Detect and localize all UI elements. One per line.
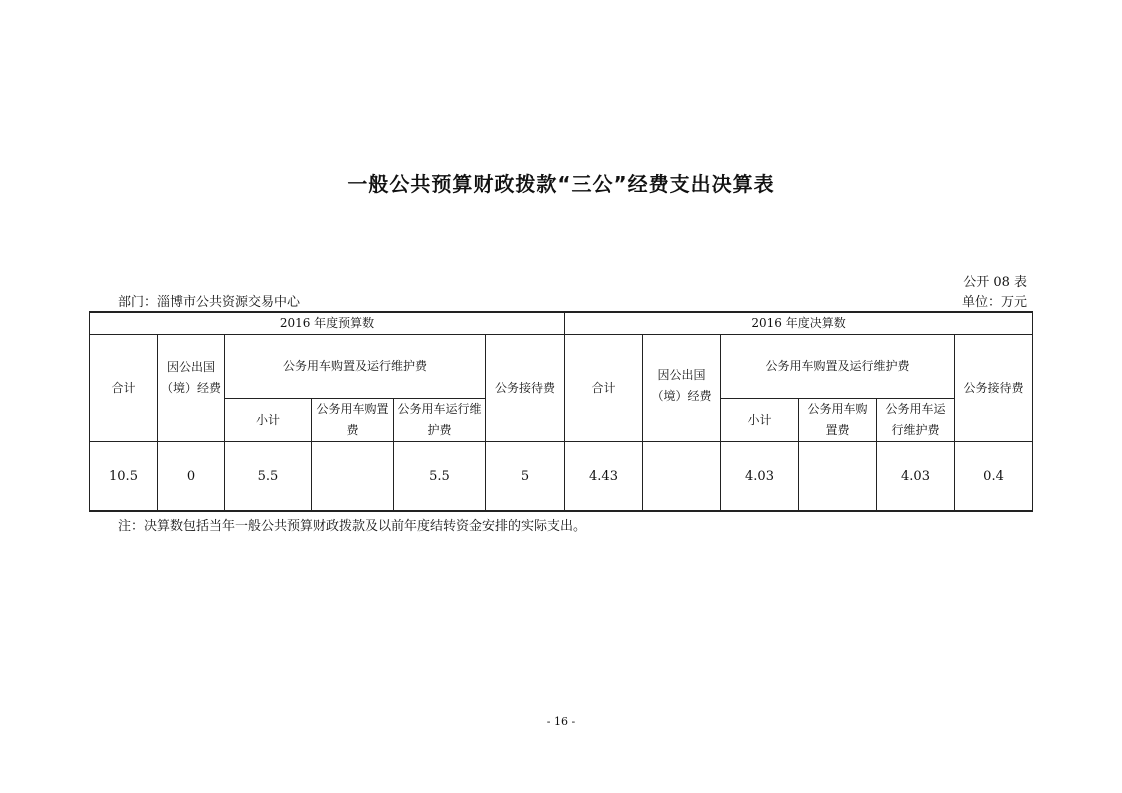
page-title: 一般公共预算财政拨款“三公”经费支出决算表 — [347, 172, 775, 196]
column-header-row — [90, 335, 1033, 399]
three-public-expenses-table — [89, 311, 1033, 512]
table-row — [90, 442, 1033, 512]
budget-operation-header: 公务用车运行维护费 — [394, 399, 486, 442]
budget-reception-header: 公务接待费 — [486, 335, 565, 442]
final-group-header: 2016 年度决算数 — [565, 312, 1033, 335]
budget-group-header: 2016 年度预算数 — [90, 312, 565, 335]
final-subtotal-header: 小计 — [721, 399, 799, 442]
final-reception-value: 0.4 — [955, 442, 1033, 512]
final-total-value: 4.43 — [565, 442, 643, 512]
final-operation-header: 公务用车运行维护费 — [877, 399, 955, 442]
final-abroad-header: 因公出国（境）经费 — [643, 335, 721, 442]
budget-subtotal-value: 5.5 — [225, 442, 312, 512]
budget-purchase-header: 公务用车购置费 — [312, 399, 394, 442]
budget-abroad-header: 因公出国（境）经费 — [158, 335, 225, 442]
group-header-row — [90, 312, 1033, 335]
final-reception-header: 公务接待费 — [955, 335, 1033, 442]
final-abroad-value — [643, 442, 721, 512]
budget-vehicle-header: 公务用车购置及运行维护费 — [225, 335, 486, 399]
final-purchase-value — [799, 442, 877, 512]
budget-subtotal-header: 小计 — [225, 399, 312, 442]
budget-abroad-value: 0 — [158, 442, 225, 512]
final-purchase-header: 公务用车购置费 — [799, 399, 877, 442]
budget-total-header: 合计 — [90, 335, 158, 442]
final-subtotal-value: 4.03 — [721, 442, 799, 512]
budget-purchase-value — [312, 442, 394, 512]
page-number: - 16 - — [546, 715, 576, 728]
final-vehicle-header: 公务用车购置及运行维护费 — [721, 335, 955, 399]
final-total-header: 合计 — [565, 335, 643, 442]
budget-reception-value: 5 — [486, 442, 565, 512]
department-label: 部门：淄博市公共资源交易中心 — [118, 295, 301, 310]
unit-label: 单位：万元 — [961, 295, 1027, 310]
final-operation-value: 4.03 — [877, 442, 955, 512]
footnote: 注：决算数包括当年一般公共预算财政拨款及以前年度结转资金安排的实际支出。 — [118, 519, 587, 534]
form-number: 公开 08 表 — [963, 275, 1027, 290]
budget-operation-value: 5.5 — [394, 442, 486, 512]
budget-total-value: 10.5 — [90, 442, 158, 512]
